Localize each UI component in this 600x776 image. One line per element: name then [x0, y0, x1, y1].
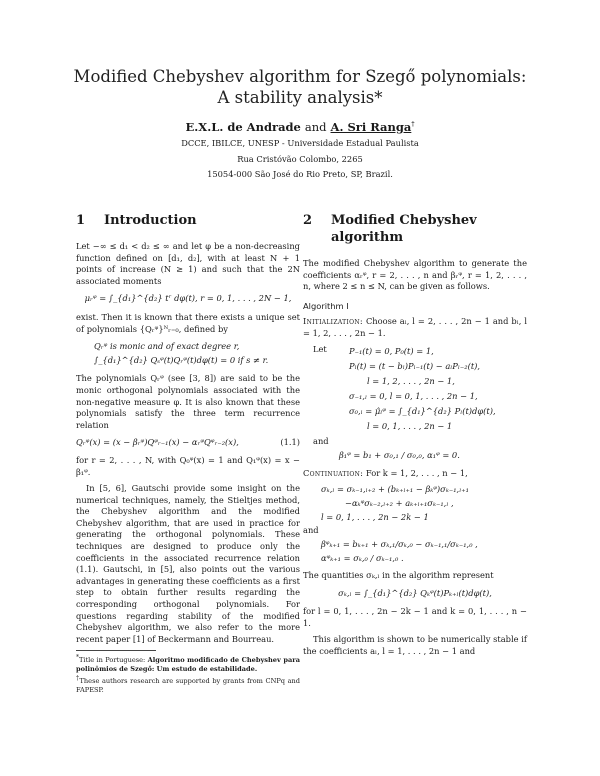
- author-line: [60, 120, 540, 134]
- affiliation-line-1: DCCE, IBILCE, UNESP - Universidade Estadual Paulista: [181, 138, 419, 148]
- section-2-title: Modified Chebyshev algorithm: [331, 213, 477, 245]
- intro-paragraph-1: Let −∞ ≤ d₁ < d₂ ≤ ∞ and let φ be a non-decreasing function defined on [d₁, d₂], with at least N + 1 points of increase (N ≥ 1) and such that the 2N associated moments: [76, 241, 300, 286]
- intro-paragraph-4: for r = 2, . . . , N, with Q₀ᵠ(x) = 1 and Q₁ᵠ(x) = x − β₁ᵠ.: [76, 454, 300, 477]
- section-2-paragraph-2: The quantities σₖ,ₗ in the algorithm represent: [303, 569, 494, 580]
- init-and-word: and: [313, 435, 329, 446]
- continuation-equation-1: σₖ,ₗ = σₖ₋₁,ₗ₊₂ + (bₖ₊ₗ₊₁ − βₖᵠ)σₖ₋₁,ₗ₊₁: [321, 484, 469, 495]
- equation-recurrence: [76, 437, 300, 449]
- algorithm-label: Algorithm I: [303, 300, 349, 311]
- continuation-equation-5: αᵠₖ₊₁ = σₖ,₀ / σₖ₋₁,₀ .: [321, 552, 404, 563]
- section-1-number: 1: [76, 213, 86, 228]
- intro-paragraph-3: The polynomials Qᵣᵠ (see [3, 8]) are said to be the monic orthogonal polynomials associated with the non-negative measure φ. It is also known that these polynomials satisfy the three term recurrence relation: [76, 373, 300, 430]
- footnote-1: [76, 654, 300, 673]
- section-2-paragraph-1: The modified Chebyshev algorithm to generate the coefficients αᵣᵠ, r = 2, . . . , n and βᵣᵠ, r = 1, 2, . . . , n, where 2 ≤ n ≤ N, can be given as follows.: [303, 258, 527, 292]
- footnote-2: [76, 675, 300, 694]
- equation-recurrence-body: Qᵣᵠ(x) = (x − βᵣᵠ)Qᵠᵣ₋₁(x) − αᵣᵠQᵠᵣ₋₂(x),: [76, 437, 239, 448]
- continuation-label: Continuation:: [303, 467, 364, 478]
- footnote-1-text: Title in Portuguese:: [79, 656, 146, 665]
- init-equation-7: β₁ᵠ = b₁ + σ₀,₁ / σ₀,₀, α₁ᵠ = 0.: [339, 450, 460, 461]
- footnote-1-portuguese-title: Algoritmo modificado de Chebyshev para polinômios de Szegő: Um estudo de estabilidade.: [76, 656, 301, 674]
- left-column: [76, 212, 300, 695]
- affiliation-line-2: Rua Cristóvão Colombo, 2265: [237, 154, 363, 164]
- algorithm-continuation: [303, 468, 527, 480]
- equation-definition-2: ∫_{d₁}^{d₂} Qₛᵠ(t)Qᵣᵠ(t)dφ(t) = 0 if s ≠ r.: [94, 354, 269, 365]
- equation-sigma: σₖ,ₗ = ∫_{d₁}^{d₂} Qₖᵠ(t)Pₖ₊ₗ(t)dφ(t),: [338, 587, 492, 598]
- author-2: A. Sri Ranga: [330, 120, 412, 134]
- continuation-coefficients: [303, 537, 527, 565]
- continuation-and-word: and: [303, 525, 319, 536]
- init-equation-4: σ₋₁,ₗ = 0, l = 0, 1, . . . , 2n − 1,: [349, 390, 478, 401]
- section-2-number: 2: [303, 213, 313, 228]
- init-equation-5: σ₀,ₗ = μ̂ₗᵠ = ∫_{d₁}^{d₂} Pₗ(t)dφ(t),: [349, 405, 496, 416]
- section-1-title: Introduction: [104, 213, 197, 228]
- continuation-equations: [303, 482, 527, 524]
- affiliation-line-3: 15054-000 São José do Rio Preto, SP, Brazil.: [207, 169, 393, 179]
- author-2-footnote-mark: †: [411, 121, 415, 129]
- init-equation-6: l = 0, 1, . . . , 2n − 1: [367, 420, 453, 431]
- init-equation-1: P₋₁(t) = 0, P₀(t) = 1,: [349, 345, 434, 356]
- continuation-equation-4: βᵠₖ₊₁ = bₖ₊₁ + σₖ,₁/σₖ,₀ − σₖ₋₁,₁/σₖ₋₁,₀ ,: [321, 538, 478, 549]
- continuation-text: For k = 1, 2, . . . , n − 1,: [365, 467, 468, 478]
- init-equations: [349, 344, 496, 434]
- algorithm-let-block: [303, 344, 527, 434]
- equation-number: (1.1): [280, 437, 300, 448]
- section-1-heading: [76, 212, 300, 229]
- initialization-label: Initialization:: [303, 316, 363, 327]
- equation-moments: μᵣᵠ = ∫_{d₁}^{d₂} tʳ dφ(t), r = 0, 1, . . . , 2N − 1,: [84, 293, 292, 304]
- initialization-text: Choose aₗ, l = 2, . . . , 2n − 1 and bₗ, l = 1, 2, . . . , 2n − 1.: [303, 316, 527, 338]
- continuation-equation-3: l = 0, 1, . . . , 2n − 2k − 1: [321, 512, 429, 523]
- right-column: [303, 212, 527, 663]
- title-line-1: Modified Chebyshev algorithm for Szegő polynomials:: [73, 67, 527, 86]
- intro-paragraph-2: exist. Then it is known that there exists a unique set of polynomials {Qᵣᵠ}ᴺᵣ₌₀, defined by: [76, 311, 300, 334]
- footnote-2-text: These authors research are supported by grants from CNPq and FAPESP.: [76, 676, 301, 694]
- continuation-equation-2: −αₖᵠσₖ₋₂,ₗ₊₂ + aₖ₊ₗ₊₁σₖ₋₁,ₗ ,: [345, 498, 454, 509]
- footnote-rule: [76, 650, 156, 651]
- init-equation-3: l = 1, 2, . . . , 2n − 1,: [367, 375, 455, 386]
- let-word: Let: [313, 343, 327, 354]
- section-2-paragraph-3: for l = 0, 1, . . . , 2n − 2k − 1 and k = 0, 1, . . . , n − 1.: [303, 606, 527, 628]
- section-2-paragraph-4: This algorithm is shown to be numerically stable if the coefficients aₗ, l = 1, . . . , 2n − 1 and: [303, 634, 527, 656]
- section-2-heading: [303, 212, 527, 246]
- algorithm-initialization: [303, 316, 527, 339]
- paper-title: [60, 66, 540, 108]
- footnote-1-mark: *: [76, 654, 79, 662]
- author-1: E.X.L. de Andrade: [185, 120, 301, 134]
- intro-paragraph-5: In [5, 6], Gautschi provide some insight on the numerical techniques, namely, the Stieltjes method, the Chebyshev algorithm and the modified Chebyshev algorithm, that are used in practice for generating the orthogonal polynomials. These techniques are designed to produce only the coefficients in the associated recurrence relation (1.1). Gautschi, in [5], also points out the various advantages in generating these coefficients as a first step to obtain further results regarding the corresponding orthogonal polynomials. For questions regarding stability of the modified Chebyshev algorithm, we also refer to the more recent paper [1] of Beckermann and Bourreau.: [76, 483, 300, 644]
- author-and: and: [304, 120, 327, 134]
- init-equation-2: Pₗ(t) = (t − bₗ)Pₗ₋₁(t) − aₗPₗ₋₂(t),: [349, 360, 481, 371]
- title-line-2: A stability analysis*: [217, 88, 383, 107]
- footnote-2-mark: †: [76, 674, 80, 682]
- equation-definition-1: Qᵣᵠ is monic and of exact degree r,: [94, 341, 240, 352]
